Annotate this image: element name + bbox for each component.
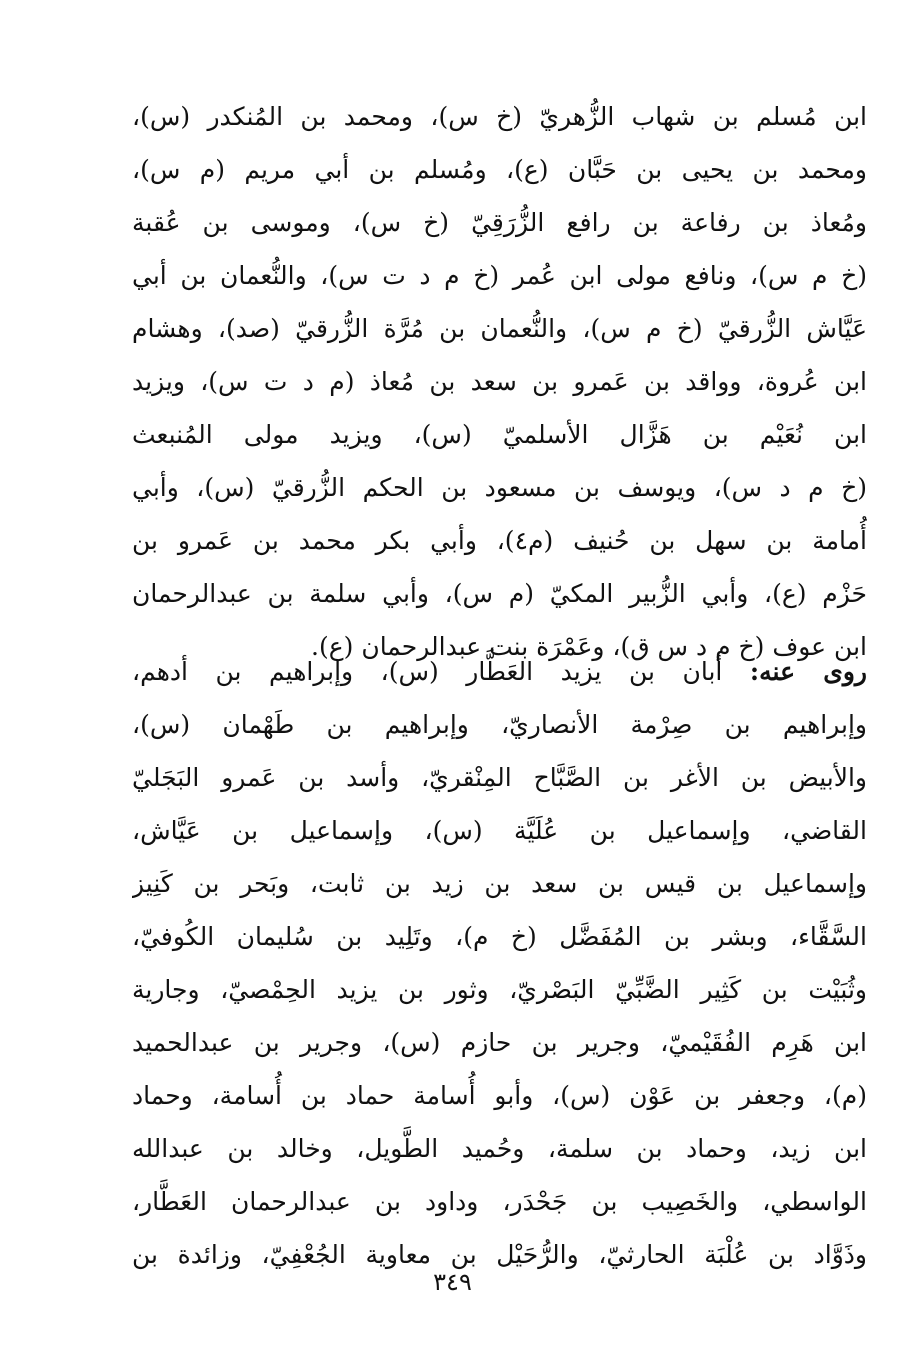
text-line: والأبيض بن الأغر بن الصَّبَّاح المِنْقريّ، وأسد بن عَمرو البَجَليّ: [132, 763, 867, 792]
text-line: السَّقَّاء، وبشر بن المُفَضَّل (خ م)، وتَلِيد بن سُليمان الكُوفيّ،: [132, 922, 867, 951]
text-line: ابن عُروة، وواقد بن عَمرو بن سعد بن مُعاذ (م د ت س)، ويزيد: [132, 367, 867, 396]
text-line: ابن هَرِم الفُقَيْميّ، وجرير بن حازم (س)، وجرير بن عبدالحميد: [132, 1028, 867, 1057]
text-line: (خ م س)، ونافع مولى ابن عُمر (خ م د ت س)، والنُّعمان بن أبي: [132, 261, 867, 290]
text-line: القاضي، وإسماعيل بن عُلَيَّة (س)، وإسماعيل بن عَيَّاش،: [132, 816, 867, 845]
text-line: ابن عوف (خ م د س ق)، وعَمْرَة بنت عبدالرحمان (ع).: [311, 632, 867, 661]
page-number: ٣٤٩: [433, 1268, 472, 1296]
text-line: وذَوَّاد بن عُلْبَة الحارثيّ، والرُّحَيْل بن معاوية الجُعْفِيّ، وزائدة بن: [132, 1240, 867, 1269]
text-line: (م)، وجعفر بن عَوْن (س)، وأبو أُسامة حماد بن أُسامة، وحماد: [132, 1081, 867, 1110]
text-line: وإسماعيل بن قيس بن سعد بن زيد بن ثابت، وبَحر بن كَنِيز: [132, 869, 867, 898]
text-line: الواسطي، والخَصِيب بن جَحْدَر، وداود بن عبدالرحمان العَطَّار،: [132, 1187, 867, 1216]
paragraph-narrated-by: [132, 645, 867, 1281]
text-line: ابن زيد، وحماد بن سلمة، وحُميد الطَّويل، وخالد بن عبدالله: [132, 1134, 867, 1163]
paragraph-lead-heading: روى عنه:: [749, 657, 867, 686]
text-line: عَيَّاش الزُّرقيّ (خ م س)، والنُّعمان بن مُرَّة الزُّرقيّ (صد)، وهشام: [132, 314, 867, 343]
text-line: حَزْم (ع)، وأبي الزُّبير المكيّ (م س)، وأبي سلمة بن عبدالرحمان: [132, 579, 867, 608]
text-line-first: [132, 645, 867, 698]
text-line: وثُبَيْت بن كَثِير الضَّبِّيّ البَصْريّ، وثور بن يزيد الحِمْصيّ، وجارية: [132, 975, 867, 1004]
paragraph-narrated-from: [132, 90, 867, 673]
text-line: ابن مُسلم بن شهاب الزُّهريّ (خ س)، ومحمد بن المُنكدر (س)،: [132, 102, 867, 131]
text-fragment: أبان بن يزيد العَطَّار (س)، وإبراهيم بن أدهم،: [132, 657, 750, 686]
text-line: ابن نُعَيْم بن هَزَّال الأسلميّ (س)، ويزيد مولى المُنبعث: [132, 420, 867, 449]
text-line: ومحمد بن يحيى بن حَبَّان (ع)، ومُسلم بن أبي مريم (م س)،: [132, 155, 867, 184]
text-line: ومُعاذ بن رفاعة بن رافع الزُّرَقِيّ (خ س)، وموسى بن عُقبة: [132, 208, 867, 237]
text-line: وإبراهيم بن صِرْمة الأنصاريّ، وإبراهيم بن طَهْمان (س)،: [132, 710, 867, 739]
text-line: (خ م د س)، ويوسف بن مسعود بن الحكم الزُّرقيّ (س)، وأبي: [132, 473, 867, 502]
text-line: أُمامة بن سهل بن حُنيف (م٤)، وأبي بكر محمد بن عَمرو بن: [132, 526, 867, 555]
